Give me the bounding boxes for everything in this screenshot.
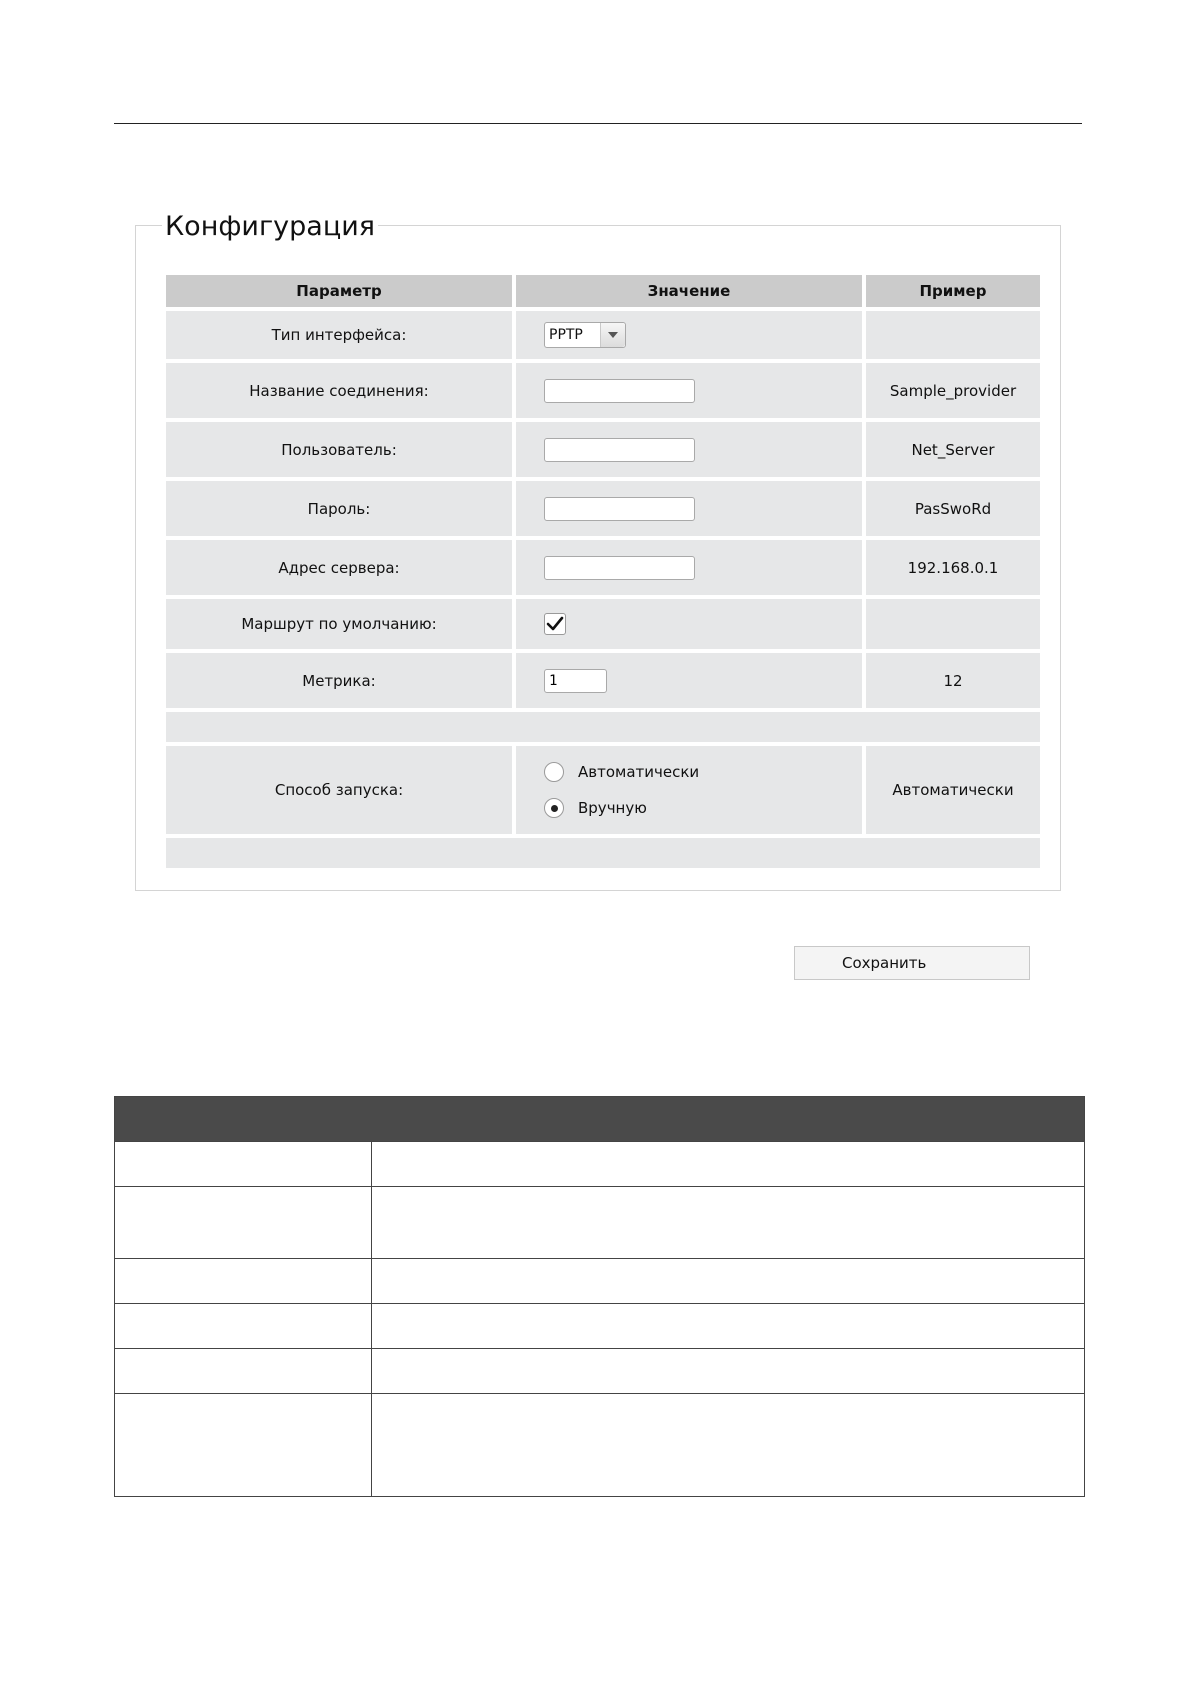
desc-cell-text [372, 1142, 1085, 1187]
metric-input[interactable] [544, 669, 607, 693]
row-example-default-route [866, 599, 1040, 649]
row-value-start-method [516, 746, 862, 834]
desc-cell-param [115, 1349, 372, 1394]
interface-type-select[interactable] [544, 322, 626, 348]
radio-option-manual[interactable] [544, 798, 699, 818]
row-value-password [516, 481, 862, 536]
desc-cell-param [115, 1394, 372, 1497]
connection-name-input[interactable] [544, 379, 695, 403]
desc-row [115, 1142, 1085, 1187]
radio-option-auto[interactable] [544, 762, 699, 782]
desc-cell-text [372, 1259, 1085, 1304]
desc-cell-param [115, 1187, 372, 1259]
desc-cell-text [372, 1394, 1085, 1497]
row-label-metric: Метрика: [166, 653, 512, 708]
row-value-metric [516, 653, 862, 708]
row-label-user: Пользователь: [166, 422, 512, 477]
row-example-user: Net_Server [866, 422, 1040, 477]
bottom-spacer-row [166, 838, 1040, 868]
row-label-start-method: Способ запуска: [166, 746, 512, 834]
desc-cell-param [115, 1142, 372, 1187]
row-example-metric: 12 [866, 653, 1040, 708]
row-label-interface-type: Тип интерфейса: [166, 311, 512, 359]
desc-row [115, 1394, 1085, 1497]
row-label-default-route: Маршрут по умолчанию: [166, 599, 512, 649]
desc-row [115, 1187, 1085, 1259]
desc-row [115, 1349, 1085, 1394]
spacer-row [166, 712, 1040, 742]
row-example-server: 192.168.0.1 [866, 540, 1040, 595]
radio-auto[interactable] [544, 762, 564, 782]
row-example-password: PasSwoRd [866, 481, 1040, 536]
col-header-example: Пример [866, 275, 1040, 307]
save-button[interactable]: Сохранить [794, 946, 1030, 980]
description-table [114, 1096, 1085, 1497]
row-value-user [516, 422, 862, 477]
user-input[interactable] [544, 438, 695, 462]
desc-cell-param [115, 1304, 372, 1349]
chevron-down-icon[interactable] [600, 323, 625, 347]
config-legend: Конфигурация [162, 209, 378, 245]
row-label-password: Пароль: [166, 481, 512, 536]
server-input[interactable] [544, 556, 695, 580]
desc-cell-param [115, 1259, 372, 1304]
top-rule [114, 123, 1082, 124]
row-example-start-method: Автоматически [866, 746, 1040, 834]
start-method-radio-group [544, 762, 699, 818]
password-input[interactable] [544, 497, 695, 521]
radio-auto-label: Автоматически [578, 763, 700, 781]
desc-header [115, 1097, 1085, 1142]
col-header-param: Параметр [166, 275, 512, 307]
row-label-connection-name: Название соединения: [166, 363, 512, 418]
radio-manual-label: Вручную [578, 799, 647, 817]
col-header-value: Значение [516, 275, 862, 307]
desc-cell-text [372, 1187, 1085, 1259]
desc-cell-text [372, 1304, 1085, 1349]
check-icon [546, 616, 564, 632]
row-label-server: Адрес сервера: [166, 540, 512, 595]
interface-type-selected: PPTP [549, 327, 583, 343]
row-value-connection-name [516, 363, 862, 418]
desc-row [115, 1259, 1085, 1304]
row-example-connection-name: Sample_provider [866, 363, 1040, 418]
row-example-interface-type [866, 311, 1040, 359]
desc-cell-text [372, 1349, 1085, 1394]
default-route-checkbox[interactable] [544, 613, 566, 635]
radio-manual[interactable] [544, 798, 564, 818]
row-value-interface-type [516, 311, 862, 359]
row-value-server [516, 540, 862, 595]
desc-header-row [115, 1097, 1085, 1142]
desc-row [115, 1304, 1085, 1349]
row-value-default-route [516, 599, 862, 649]
